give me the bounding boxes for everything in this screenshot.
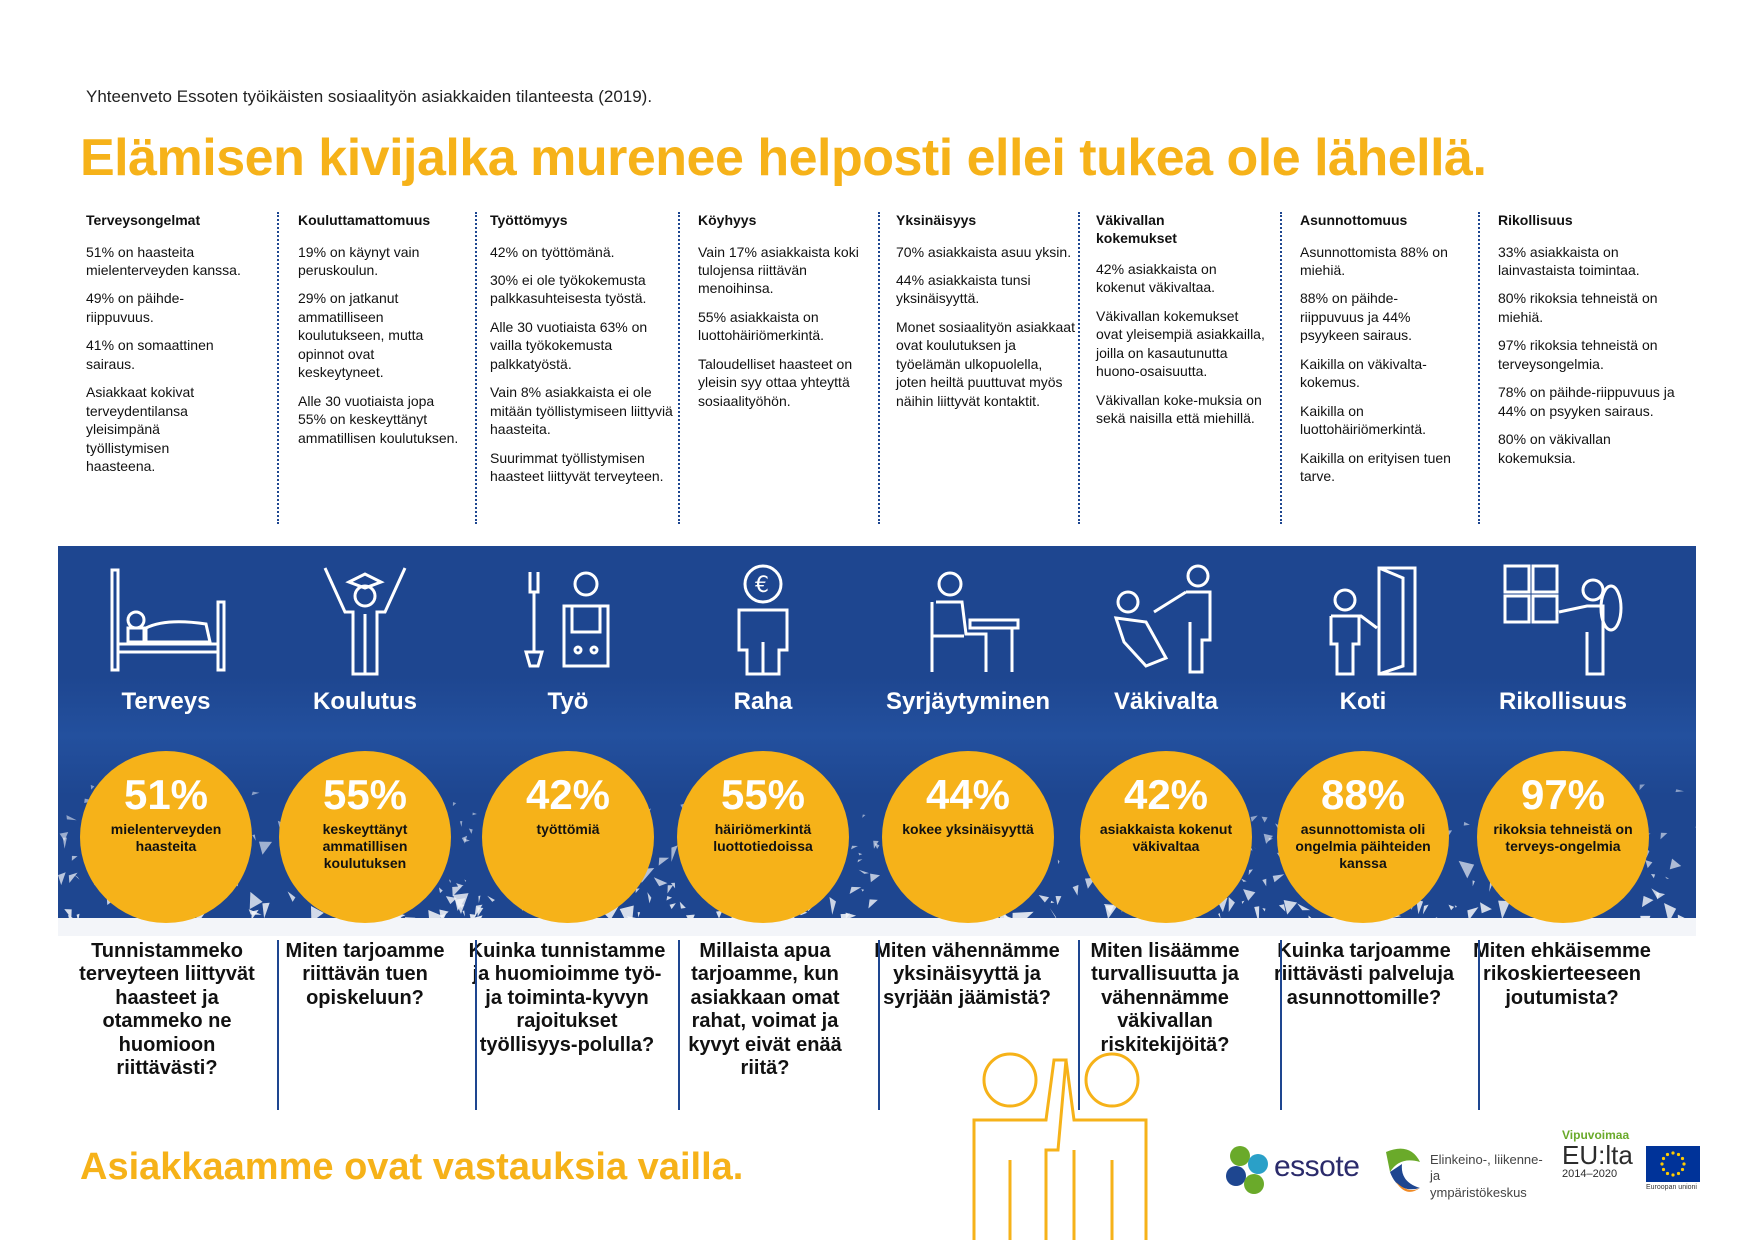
category-title: Syrjäytyminen [885,688,1051,715]
stat-item: Kaikilla on väkivalta-kokemus. [1300,355,1427,391]
euro-person-icon [703,562,823,677]
shard [478,896,480,903]
page-subtitle: Yhteenveto Essoten työikäisten sosiaalityön asiakkaiden tilanteesta (2019). [86,87,653,106]
shard [69,873,78,883]
stat-description: kokee yksinäisyyttä [902,821,1034,838]
shard [1242,901,1245,904]
ely-line-1: Elinkeino-, liikenne- ja [1430,1152,1543,1184]
shard [858,859,863,862]
shard [670,903,676,909]
footer-slogan: Asiakkaamme ovat vastauksia vailla. [80,1146,744,1188]
shard [64,909,71,918]
shard [439,887,443,893]
eu-star [1660,1162,1663,1165]
shard [1665,877,1669,879]
shard [1645,860,1652,868]
shard [868,899,877,908]
vipu-top-text: Vipuvoimaa [1562,1128,1630,1142]
question-divider [475,940,477,1110]
question: Miten lisäämme turvallisuutta ja vähennämme väkivallan riskitekijöitä? [1090,940,1240,1056]
shard [1073,885,1079,896]
stat-item: Alle 30 vuotiaista 63% on vailla työkokemusta palkkatyöstä. [490,318,648,372]
stat-item: 42% on työttömänä. [490,243,615,260]
band-bottom-fade [58,918,1696,936]
stat-description: rikoksia tehneistä on terveys-ongelmia [1493,821,1633,854]
essote-logo [1222,1142,1372,1202]
question-divider [878,940,880,1110]
shard [638,912,640,917]
stat-item: Taloudelliset haasteet on yleisin syy ottaa yhteyttä sosiaalityöhön. [698,355,853,409]
ely-text [1430,1152,1550,1201]
stat-column-terveysongelmat [86,212,241,527]
stat-description: keskeyttänyt ammatillisen koulutuksen [322,821,408,871]
statistics-columns [78,212,1698,527]
stat-item: Asunnottomista 88% on miehiä. [1300,243,1448,278]
worker-wrench-icon [508,562,628,677]
shard [259,842,272,855]
shard [250,892,263,909]
stat-description: mielenterveyden haasteita [110,821,222,854]
eu-star [1671,1173,1674,1176]
category-title: Väkivalta [1113,688,1219,715]
burglar-icon [1503,562,1623,677]
stat-column-rikollisuus [1498,212,1678,527]
shard [66,815,76,820]
column-divider [1078,212,1080,524]
stat-percent: 51% [123,771,209,818]
stat-item: 55% asiakkaista on luottohäiriömerkintä. [698,308,825,344]
shard [1253,846,1256,849]
question-divider [1280,940,1282,1110]
essote-wordmark: essote [1274,1150,1360,1183]
stat-circle [1477,751,1649,923]
shard [1262,879,1266,887]
category-title: Rikollisuus [1498,688,1628,715]
question: Tunnistammeko terveyteen liittyvät haasteet ja otammeko ne huomioon riittävästi? [79,940,255,1079]
stat-item: 78% on päihde-riippuvuus ja 44% on psyyken sairaus. [1498,384,1675,419]
eu-text: Euroopan unioni [1646,1184,1697,1191]
stat-percent: 55% [720,771,806,818]
stat-column-yksinaisyys [896,212,1076,527]
stat-item: 30% ei ole työkokemusta palkkasuhteisesta työstä. [490,271,647,307]
column-divider [878,212,880,524]
shard [1464,822,1470,826]
stat-item: Kaikilla on luottohäiriömerkintä. [1300,402,1427,438]
stat-item: Väkivallan kokemukset ovat yleisempiä asiakkailla, joilla on kasautunutta huono-osaisuutta. [1096,307,1265,380]
stat-column-title: Väkivallan kokemukset [1096,212,1177,246]
stat-description: asiakkaista kokenut väkivaltaa [1099,821,1233,854]
stat-item: 33% asiakkaista on lainvastaista toimintaa. [1498,243,1640,278]
shard [464,838,470,842]
shard [1656,892,1665,899]
category-title: Raha [733,688,793,715]
shard [477,907,483,916]
shard [870,874,880,883]
shard [1218,913,1220,919]
shard [1651,874,1655,878]
stat-item: Vain 8% asiakkaista ei ole mitään työllistymiseen liittyviä haasteita. [490,384,673,438]
shard [1660,833,1667,840]
column-divider [678,212,680,524]
shard [449,879,451,883]
shard [829,897,836,915]
graduate-icon [305,562,425,677]
category-title: Työ [547,688,589,715]
shard [861,889,864,892]
shard [654,877,668,886]
vipu-years-text: 2014–2020 [1562,1168,1618,1180]
shard [487,896,495,902]
clover-icon [1222,1142,1272,1198]
stat-description: häiriömerkintä luottotiedoissa [713,821,813,854]
question: Millaista apua tarjoamme, kun asiakkaan omat rahat, voimat ja kyvyt eivät enää riitä? [688,940,842,1079]
stat-item: 49% on päihde-riippuvuus. [86,290,185,325]
stat-circle [1277,751,1449,923]
stat-item: Väkivallan koke-muksia on sekä naisilla että miehillä. [1096,391,1262,427]
person-door-icon [1303,562,1423,677]
stat-percent: 88% [1320,771,1406,818]
stat-column-vakivalta [1096,212,1268,527]
shard [1039,895,1049,902]
shard [453,802,456,806]
stat-item: Asiakkaat kokivat terveydentilansa yleisimpänä työllistymisen haasteena. [86,384,195,475]
stat-column-title: Työttömyys [490,212,568,228]
shard [1056,896,1062,905]
shard [1670,859,1681,870]
shard [858,853,862,856]
shard [1262,817,1268,823]
eu-flag-icon [1646,1146,1700,1182]
shard [252,834,256,840]
stat-item: 42% asiakkaista on kokenut väkivaltaa. [1096,261,1217,296]
eu-star [1677,1153,1680,1156]
shard [1279,904,1286,911]
shard [1423,905,1429,915]
shard [659,858,669,866]
ely-logo [1380,1142,1550,1202]
stat-column-kouluttamattomuus [298,212,463,527]
shard [472,812,476,815]
stat-description: asunnottomista oli ongelmia päihteiden kanssa [1295,821,1431,871]
eu-star [1666,1172,1669,1175]
stat-item: Kaikilla on erityisen tuen tarve. [1300,449,1451,485]
question: Miten vähennämme yksinäisyyttä ja syrjään jäämistä? [874,940,1060,1009]
shard [647,892,651,903]
page-headline: Elämisen kivijalka murenee helposti ellei tukea ole lähellä. [80,129,1487,187]
question: Miten ehkäisemme rikoskierteeseen joutumista? [1473,940,1651,1009]
shard [1243,889,1255,901]
stat-item: 80% on väkivallan kokemuksia. [1498,431,1611,466]
stat-item: 88% on päihde-riippuvuus ja 44% psyykeen sairaus. [1300,290,1413,344]
shard [1473,880,1475,886]
shard [1058,859,1060,864]
stat-item: 51% on haasteita mielenterveyden kanssa. [86,243,241,278]
svg-text:€: € [755,573,769,598]
column-divider [475,212,477,524]
stat-column-title: Yksinäisyys [896,212,977,228]
eu-star [1662,1168,1665,1171]
category-title: Terveys [121,688,211,715]
stat-column-koyhyys [698,212,880,527]
eu-star [1662,1157,1665,1160]
stat-item: Alle 30 vuotiaista jopa 55% on keskeyttänyt ammatillisen koulutuksen. [298,392,459,446]
shard [469,829,473,834]
shard [453,893,469,914]
shard [1249,869,1253,875]
vipu-mid-text: EU:lta [1562,1140,1633,1170]
vipuvoimaa-logo [1562,1128,1640,1208]
shard [1480,902,1492,913]
shard [1642,896,1654,907]
question-divider [678,940,680,1110]
question-divider [277,940,279,1110]
ely-line-2: ympäristökeskus [1430,1184,1527,1200]
shard [667,885,673,893]
stat-percent: 42% [525,771,611,818]
stat-item: 29% on jatkanut ammatilliseen koulutukseen, mutta opinnot ovat keskeytyneet. [298,290,424,381]
high-five-people-icon [950,1050,1170,1240]
stat-item: 19% on käynyt vain peruskoulun. [298,243,420,278]
shard [60,832,69,841]
question: Miten tarjoamme riittävän tuen opiskeluun? [285,940,445,1009]
eu-star [1681,1168,1684,1171]
stat-column-title: Köyhyys [698,212,757,228]
person-desk-icon [908,562,1028,677]
shard [462,911,465,917]
ely-swoosh-icon [1380,1142,1424,1198]
shard [666,896,672,901]
shard [1448,905,1454,911]
eu-star [1682,1162,1685,1165]
stat-item: 41% on somaattinen sairaus. [86,337,214,372]
shard [464,879,466,882]
stat-circle [677,751,849,923]
shard [1273,874,1284,882]
stat-column-title: Asunnottomuus [1300,212,1408,228]
stat-item: 70% asiakkaista asuu yksin. [896,243,1072,260]
shard [1241,879,1246,882]
shard [862,814,865,817]
shard [1459,861,1475,878]
shard [262,903,269,919]
eu-star [1666,1153,1669,1156]
stat-item: Suurimmat työllistymisen haasteet liittyvät terveyteen. [490,449,664,485]
shard [851,846,858,850]
shard [288,891,296,902]
question: Kuinka tunnistamme ja huomioimme työ- ja toiminta-kyvyn rajoitukset työllisyys-polulla? [468,940,666,1056]
stat-column-asunnottomuus [1300,212,1460,527]
stat-percent: 55% [322,771,408,818]
stat-column-title: Rikollisuus [1498,212,1573,228]
shard [1284,900,1297,915]
stat-circle [482,751,654,923]
violence-icon [1106,562,1226,677]
stat-percent: 44% [925,771,1011,818]
shard [850,887,862,894]
eu-star [1681,1157,1684,1160]
column-divider [1280,212,1282,524]
bed-patient-icon [106,562,226,677]
stat-item: 44% asiakkaista tunsi yksinäisyyttä. [896,271,1031,307]
shard [58,872,66,885]
column-divider [277,212,279,524]
category-title: Koulutus [313,688,417,715]
stat-column-title: Kouluttamattomuus [298,212,431,228]
question-row [58,940,1696,1110]
shard [1262,908,1265,911]
shard [680,902,686,909]
shard [460,821,462,827]
column-divider [1478,212,1480,524]
stat-column-title: Terveysongelmat [86,212,201,228]
stat-circle [1080,751,1252,923]
stat-item: Vain 17% asiakkaista koki tulojensa riittävän menoihinsa. [698,243,859,297]
shard [1455,905,1457,908]
eu-logo [1646,1146,1700,1200]
shard [1695,827,1696,831]
eu-star [1671,1151,1674,1154]
stat-column-tyottomyys [490,212,682,527]
shard [72,856,78,861]
stat-item: 80% rikoksia tehneistä on miehiä. [1498,290,1658,325]
category-band [58,546,1696,936]
shard [859,870,869,874]
eu-star [1677,1172,1680,1175]
shard [1676,789,1684,792]
stat-circle [80,751,252,923]
stat-description: työttömiä [536,821,600,838]
shard [1297,903,1310,910]
stat-circle [882,751,1054,923]
category-title: Koti [1339,688,1387,715]
stat-item: 97% rikoksia tehneistä on terveysongelmia. [1498,337,1658,372]
stat-circle [279,751,451,923]
question: Kuinka tarjoamme riittävästi palveluja asunnottomille? [1273,940,1455,1009]
shard [252,792,260,796]
shard [1229,897,1235,912]
shard [1051,901,1055,903]
stat-item: Monet sosiaalityön asiakkaat ovat koulutuksen ja työelämän ulkopuolella, joten heiltä puuttuvat myös näihin liittyvät kontaktit. [896,318,1075,409]
stat-percent: 97% [1520,771,1606,818]
question-divider [1478,940,1480,1110]
stat-percent: 42% [1123,771,1209,818]
